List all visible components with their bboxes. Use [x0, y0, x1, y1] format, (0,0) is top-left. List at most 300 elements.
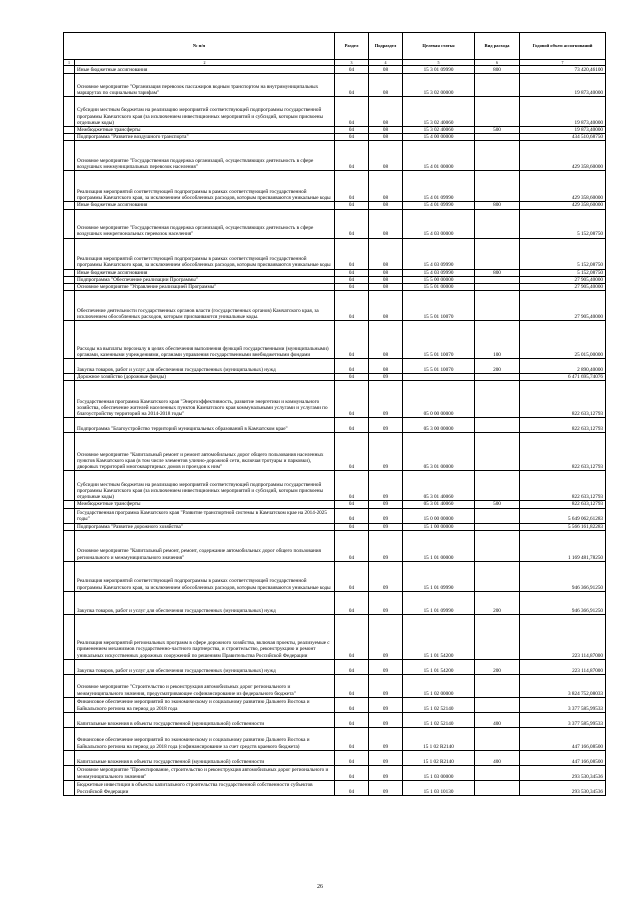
row-number [64, 284, 75, 291]
row-section: 04 [335, 780, 369, 795]
row-number [64, 780, 75, 795]
row-expense-type: 200 [475, 591, 520, 614]
row-name: Подпрограмма "Обеспечение реализации Программы" [75, 276, 335, 283]
row-name: Субсидии местным бюджетам на реализацию мероприятий соответствующей подпрограммы государственной программы Камчатского края (за исключением инвестиционных мероприятий и субсидий, которым присвоены отдельные коды) [75, 97, 335, 127]
row-amount: 822 633,12793 [520, 381, 606, 418]
row-subsection: 09 [369, 433, 403, 471]
table-row [64, 284, 606, 291]
table-row [64, 471, 606, 501]
row-name: Иные бюджетные ассигнования [75, 202, 335, 209]
row-number [64, 381, 75, 418]
row-name: Основное мероприятие "Государственная поддержка организаций, осуществляющих деятельность в сфере воздушных межрегиональных перевозок населения" [75, 209, 335, 238]
row-amount: 5 566 161,82283 [520, 523, 606, 530]
table-row [64, 127, 606, 134]
row-amount: 19 873,40000 [520, 74, 606, 97]
table-row [64, 359, 606, 374]
row-section: 04 [335, 276, 369, 283]
row-expense-type [475, 134, 520, 141]
row-target-article: 15 0 00 00000 [403, 508, 475, 523]
row-number [64, 614, 75, 659]
row-subsection: 09 [369, 697, 403, 712]
row-target-article: 05 3 01 00000 [403, 433, 475, 471]
row-number [64, 97, 75, 127]
row-amount: 946 366,91250 [520, 591, 606, 614]
table-row [64, 433, 606, 471]
row-amount: 434 510,68750 [520, 134, 606, 141]
row-subsection: 09 [369, 591, 403, 614]
row-target-article: 15 5 00 00000 [403, 276, 475, 283]
document-page [63, 32, 605, 796]
row-name: Обеспечение деятельности государственных органов власти (государственных органов) Камчатского края, за исключением обособленных расходов, которым присваиваются уникальные коды. [75, 291, 335, 321]
row-section: 04 [335, 97, 369, 127]
row-section: 04 [335, 674, 369, 697]
table-row [64, 712, 606, 727]
row-target-article: 15 1 02 52140 [403, 697, 475, 712]
column-number: 6 [475, 60, 520, 66]
row-expense-type [475, 508, 520, 523]
row-number [64, 561, 75, 591]
row-name: Финансовое обеспечение мероприятий по экономическому и социальному развитию Дальнего Востока и Байкальского региона на период до 2018 года (софинансирование за счет средств краевого бюджета) [75, 727, 335, 750]
row-target-article: 15 4 03 00000 [403, 209, 475, 238]
row-subsection: 09 [369, 659, 403, 674]
table-row [64, 276, 606, 283]
row-name: Основное мероприятие "Капитальный ремонт и ремонт автомобильных дорог общего пользования населенных пунктов Камчатского края (в том числе элементов улично-дорожной сети, включая тротуары и парковки), дворовых территорий многоквартирных домов и проездов к ним" [75, 433, 335, 471]
table-row [64, 591, 606, 614]
row-subsection: 08 [369, 359, 403, 374]
row-subsection: 09 [369, 712, 403, 727]
row-target-article: 15 1 03 10130 [403, 780, 475, 795]
row-expense-type [475, 209, 520, 238]
row-target-article: 15 4 00 00000 [403, 134, 475, 141]
row-section: 04 [335, 561, 369, 591]
table-row [64, 561, 606, 591]
row-target-article: 15 1 01 09990 [403, 561, 475, 591]
header-number: № п/п [64, 33, 335, 60]
row-section: 04 [335, 501, 369, 508]
row-target-article: 15 1 01 54200 [403, 659, 475, 674]
row-target-article: 15 1 00 00000 [403, 523, 475, 530]
row-number [64, 418, 75, 433]
table-row [64, 238, 606, 269]
row-name: Основное мероприятие "Проектирование, строительство и реконструкция автомобильных дорог регионального и межмуниципального значения" [75, 765, 335, 780]
row-section: 04 [335, 381, 369, 418]
row-section: 04 [335, 697, 369, 712]
row-number [64, 697, 75, 712]
row-expense-type: 200 [475, 659, 520, 674]
row-subsection: 09 [369, 765, 403, 780]
row-subsection: 09 [369, 523, 403, 530]
row-expense-type: 800 [475, 202, 520, 209]
row-subsection: 08 [369, 269, 403, 276]
row-name: Государственная программа Камчатского края "Развитие транспортной системы в Камчатском крае на 2014-2025 годы" [75, 508, 335, 523]
row-section: 04 [335, 591, 369, 614]
row-subsection: 09 [369, 501, 403, 508]
row-number [64, 269, 75, 276]
row-section: 04 [335, 134, 369, 141]
row-target-article: 15 4 01 09990 [403, 171, 475, 202]
row-name: Реализация мероприятий региональных программ в сфере дорожного хозяйства, включая проекты, реализуемые с применением механизмов государственно-частного партнерства, и строительство, реконструкцию и ремонт уникальных искусственных дорожных сооружений по решениям Правительства Российской Федерации [75, 614, 335, 659]
row-expense-type [475, 171, 520, 202]
row-target-article: 15 5 01 10070 [403, 321, 475, 359]
row-target-article: 15 3 02 40060 [403, 97, 475, 127]
row-amount: 73 420,46100 [520, 66, 606, 74]
row-expense-type [475, 530, 520, 561]
row-amount: 293 530,34536 [520, 780, 606, 795]
table-row [64, 674, 606, 697]
row-target-article: 15 1 02 00000 [403, 674, 475, 697]
table-row [64, 66, 606, 74]
row-amount: 19 873,40000 [520, 127, 606, 134]
header-section: Раздел [335, 33, 369, 60]
row-expense-type: 400 [475, 750, 520, 765]
row-target-article: 15 1 01 54200 [403, 614, 475, 659]
row-amount: 2 890,40000 [520, 359, 606, 374]
row-subsection: 08 [369, 97, 403, 127]
row-name: Дорожное хозяйство (дорожные фонды) [75, 374, 335, 381]
column-number: 3 [335, 60, 369, 66]
page-number: 26 [317, 884, 323, 890]
header-subsection: Подраздел [369, 33, 403, 60]
row-section: 04 [335, 359, 369, 374]
row-target-article: 15 4 01 00000 [403, 141, 475, 171]
row-subsection: 08 [369, 202, 403, 209]
row-subsection: 08 [369, 209, 403, 238]
row-amount: 27 905,40000 [520, 284, 606, 291]
row-expense-type: 200 [475, 359, 520, 374]
row-number [64, 508, 75, 523]
row-section: 04 [335, 284, 369, 291]
row-expense-type: 800 [475, 269, 520, 276]
table-row [64, 374, 606, 381]
row-expense-type: 100 [475, 321, 520, 359]
table-body [64, 66, 606, 796]
table-row [64, 750, 606, 765]
row-target-article: 05 0 00 00000 [403, 381, 475, 418]
table-row [64, 291, 606, 321]
row-section: 04 [335, 471, 369, 501]
row-subsection: 09 [369, 471, 403, 501]
row-expense-type [475, 238, 520, 269]
row-section: 04 [335, 238, 369, 269]
header-expense-type: Вид расхода [475, 33, 520, 60]
row-name: Закупка товаров, работ и услуг для обеспечения государственных (муниципальных) нужд [75, 591, 335, 614]
row-name: Основное мероприятие "Государственная поддержка организаций, осуществляющих деятельность в сфере воздушных межмуниципальных перевозок населения" [75, 141, 335, 171]
row-section: 04 [335, 765, 369, 780]
row-amount: 447 166,08500 [520, 750, 606, 765]
row-section: 04 [335, 141, 369, 171]
row-amount: 822 633,12793 [520, 418, 606, 433]
row-subsection: 08 [369, 171, 403, 202]
row-number [64, 276, 75, 283]
row-name: Реализация мероприятий соответствующей подпрограммы в рамках соответствующей государственной программы Камчатского края, за исключением обособленных расходов, которым присваиваются уникальные коды [75, 561, 335, 591]
row-number [64, 202, 75, 209]
row-number [64, 374, 75, 381]
row-amount: 223 114,87000 [520, 659, 606, 674]
row-subsection: 08 [369, 74, 403, 97]
row-name: Финансовое обеспечение мероприятий по экономическому и социальному развитию Дальнего Востока и Байкальского региона на период до 2018 года [75, 697, 335, 712]
row-subsection: 09 [369, 530, 403, 561]
row-section: 04 [335, 127, 369, 134]
row-subsection: 09 [369, 561, 403, 591]
table-row [64, 523, 606, 530]
row-expense-type: 800 [475, 66, 520, 74]
row-amount: 223 114,87000 [520, 614, 606, 659]
row-target-article: 15 1 01 00000 [403, 530, 475, 561]
column-number: 2 [75, 60, 335, 66]
table-row [64, 508, 606, 523]
row-amount: 293 530,34536 [520, 765, 606, 780]
row-expense-type [475, 727, 520, 750]
row-target-article [403, 374, 475, 381]
row-subsection: 09 [369, 614, 403, 659]
table-row [64, 418, 606, 433]
row-amount: 27 905,40000 [520, 276, 606, 283]
row-number [64, 591, 75, 614]
table-row [64, 171, 606, 202]
row-number [64, 66, 75, 74]
row-name: Межбюджетные трансферты [75, 501, 335, 508]
row-expense-type [475, 276, 520, 283]
row-name: Реализация мероприятий соответствующей подпрограммы в рамках соответствующей государственной программы Камчатского края, за исключением обособленных расходов, которым присваиваются уникальные коды [75, 171, 335, 202]
row-target-article: 05 3 00 00000 [403, 418, 475, 433]
row-subsection: 09 [369, 418, 403, 433]
row-section: 04 [335, 727, 369, 750]
row-section: 04 [335, 659, 369, 674]
table-row [64, 74, 606, 97]
row-amount: 5 152,08750 [520, 238, 606, 269]
row-subsection: 08 [369, 134, 403, 141]
row-name: Подпрограмма "Развитие дорожного хозяйства" [75, 523, 335, 530]
row-section: 04 [335, 374, 369, 381]
row-expense-type [475, 74, 520, 97]
row-subsection: 09 [369, 750, 403, 765]
row-expense-type [475, 614, 520, 659]
row-subsection: 09 [369, 374, 403, 381]
row-section: 04 [335, 66, 369, 74]
row-name: Закупка товаров, работ и услуг для обеспечения государственных (муниципальных) нужд [75, 659, 335, 674]
row-amount: 19 873,40000 [520, 97, 606, 127]
row-expense-type [475, 674, 520, 697]
row-name: Иные бюджетные ассигнования [75, 269, 335, 276]
row-target-article: 15 3 02 00000 [403, 74, 475, 97]
row-expense-type [475, 418, 520, 433]
row-subsection: 09 [369, 727, 403, 750]
row-number [64, 141, 75, 171]
row-amount: 822 633,12793 [520, 501, 606, 508]
column-number: 4 [369, 60, 403, 66]
row-number [64, 471, 75, 501]
row-number [64, 209, 75, 238]
table-row [64, 727, 606, 750]
row-number [64, 750, 75, 765]
row-amount: 429 358,60000 [520, 202, 606, 209]
table-row [64, 697, 606, 712]
row-amount: 5 152,08750 [520, 209, 606, 238]
table-row [64, 202, 606, 209]
row-name: Реализация мероприятий соответствующей подпрограммы в рамках соответствующей государственной программы Камчатского края, за исключением обособленных расходов, которым присваиваются уникальные коды [75, 238, 335, 269]
budget-table [63, 32, 606, 796]
row-amount: 3 824 752,08033 [520, 674, 606, 697]
row-expense-type: 500 [475, 501, 520, 508]
row-subsection: 08 [369, 284, 403, 291]
row-target-article: 15 5 01 10070 [403, 359, 475, 374]
row-name: Расходы на выплаты персоналу в целях обеспечения выполнения функций государственными (муниципальными) органами, казенными учреждениями, органами управления государственными внебюджетными фондами [75, 321, 335, 359]
row-section: 04 [335, 508, 369, 523]
row-target-article: 15 5 01 00000 [403, 284, 475, 291]
row-section: 04 [335, 202, 369, 209]
row-target-article: 15 1 01 09990 [403, 591, 475, 614]
column-number: 7 [520, 60, 606, 66]
table-row [64, 141, 606, 171]
row-expense-type: 500 [475, 127, 520, 134]
row-subsection: 08 [369, 127, 403, 134]
table-header-row [64, 33, 606, 60]
row-expense-type [475, 765, 520, 780]
row-expense-type [475, 291, 520, 321]
row-number [64, 134, 75, 141]
row-name: Межбюджетные трансферты [75, 127, 335, 134]
row-name: Подпрограмма "Благоустройство территорий муниципальных образований в Камчатском крае" [75, 418, 335, 433]
row-name: Бюджетные инвестиции в объекты капитального строительства государственной собственности субъектов Российской Федерации [75, 780, 335, 795]
row-amount: 6 471 695,74076 [520, 374, 606, 381]
row-number [64, 727, 75, 750]
table-row [64, 209, 606, 238]
row-expense-type [475, 561, 520, 591]
row-number [64, 74, 75, 97]
column-number: 5 [403, 60, 475, 66]
row-subsection: 08 [369, 66, 403, 74]
row-expense-type: 400 [475, 712, 520, 727]
table-row [64, 501, 606, 508]
row-subsection: 08 [369, 238, 403, 269]
row-amount: 429 358,60000 [520, 171, 606, 202]
row-amount: 822 633,12793 [520, 433, 606, 471]
row-number [64, 523, 75, 530]
row-expense-type [475, 284, 520, 291]
table-row [64, 97, 606, 127]
row-target-article: 15 4 01 09990 [403, 202, 475, 209]
header-annual-amount: Годовой объем ассигнований [520, 33, 606, 60]
row-section: 04 [335, 74, 369, 97]
row-expense-type [475, 433, 520, 471]
row-amount: 447 166,08500 [520, 727, 606, 750]
row-amount: 429 358,60000 [520, 141, 606, 171]
row-name: Капитальные вложения в объекты государственной (муниципальной) собственности [75, 750, 335, 765]
table-row [64, 269, 606, 276]
row-target-article: 15 1 02 R2140 [403, 727, 475, 750]
row-section: 04 [335, 712, 369, 727]
row-subsection: 09 [369, 381, 403, 418]
row-target-article: 15 4 03 09990 [403, 269, 475, 276]
row-target-article: 15 1 02 R2140 [403, 750, 475, 765]
row-amount: 3 377 585,99533 [520, 697, 606, 712]
row-amount: 946 366,91250 [520, 561, 606, 591]
row-expense-type [475, 471, 520, 501]
row-expense-type [475, 141, 520, 171]
table-row [64, 134, 606, 141]
row-target-article: 15 1 03 00000 [403, 765, 475, 780]
row-amount: 5 649 062,61283 [520, 508, 606, 523]
row-number [64, 291, 75, 321]
row-amount: 27 905,40000 [520, 291, 606, 321]
table-row [64, 321, 606, 359]
row-section: 04 [335, 614, 369, 659]
row-number [64, 321, 75, 359]
row-number [64, 359, 75, 374]
row-subsection: 09 [369, 780, 403, 795]
row-name: Основное мероприятие "Управление реализацией Программы" [75, 284, 335, 291]
row-number [64, 712, 75, 727]
table-row [64, 780, 606, 795]
row-section: 04 [335, 171, 369, 202]
row-section: 04 [335, 291, 369, 321]
row-target-article: 15 1 02 52140 [403, 712, 475, 727]
row-name: Иные бюджетные ассигнования [75, 66, 335, 74]
row-amount: 25 015,00000 [520, 321, 606, 359]
table-row [64, 381, 606, 418]
row-expense-type [475, 381, 520, 418]
row-name: Подпрограмма "Развитие воздушного транспорта" [75, 134, 335, 141]
row-target-article: 15 4 03 09990 [403, 238, 475, 269]
row-section: 04 [335, 530, 369, 561]
row-number [64, 765, 75, 780]
row-section: 04 [335, 321, 369, 359]
row-expense-type [475, 97, 520, 127]
row-number [64, 530, 75, 561]
row-number [64, 127, 75, 134]
column-number: 1 [64, 60, 75, 66]
row-name: Субсидии местным бюджетам на реализацию мероприятий соответствующей подпрограммы государственной программы Камчатского края (за исключением инвестиционных мероприятий и субсидий, которым присвоены отдельные коды) [75, 471, 335, 501]
row-section: 04 [335, 750, 369, 765]
row-subsection: 08 [369, 276, 403, 283]
row-amount: 822 633,12793 [520, 471, 606, 501]
row-subsection: 08 [369, 321, 403, 359]
row-target-article: 05 3 01 40060 [403, 501, 475, 508]
row-name: Основное мероприятие "Капитальный ремонт, ремонт, содержание автомобильных дорог общего пользования регионального и межмуниципального значения" [75, 530, 335, 561]
row-section: 04 [335, 523, 369, 530]
row-name: Основное мероприятие "Строительство и реконструкция автомобильных дорог регионального и межмуниципального значения, предусматривающее софинансирование из федерального бюджета" [75, 674, 335, 697]
row-subsection: 09 [369, 508, 403, 523]
row-target-article: 15 3 02 40060 [403, 127, 475, 134]
row-amount: 1 169 481,78250 [520, 530, 606, 561]
row-number [64, 674, 75, 697]
row-expense-type [475, 697, 520, 712]
row-name: Основное мероприятие "Организация перевозок пассажиров водным транспортом на внутримуниципальных маршрутах по социальным тарифам" [75, 74, 335, 97]
row-expense-type [475, 374, 520, 381]
row-name: Государственная программа Камчатского края "Энергоэффективность, развитие энергетики и коммунального хозяйства, обеспечение жителей населенных пунктов Камчатского края коммунальными услугами и услугами по благоустройству территорий на 2014-2018 годы" [75, 381, 335, 418]
row-number [64, 171, 75, 202]
row-subsection: 09 [369, 674, 403, 697]
table-row [64, 659, 606, 674]
row-target-article: 15 5 01 10070 [403, 291, 475, 321]
row-section: 04 [335, 269, 369, 276]
row-section: 04 [335, 209, 369, 238]
table-row [64, 530, 606, 561]
row-section: 04 [335, 433, 369, 471]
header-target-article: Целевая статья [403, 33, 475, 60]
row-number [64, 433, 75, 471]
row-target-article: 15 3 01 09990 [403, 66, 475, 74]
row-expense-type [475, 780, 520, 795]
row-amount: 3 377 585,99533 [520, 712, 606, 727]
row-number [64, 659, 75, 674]
row-name: Капитальные вложения в объекты государственной (муниципальной) собственности [75, 712, 335, 727]
row-section: 04 [335, 418, 369, 433]
table-row [64, 614, 606, 659]
row-expense-type [475, 523, 520, 530]
row-number [64, 501, 75, 508]
row-subsection: 08 [369, 291, 403, 321]
